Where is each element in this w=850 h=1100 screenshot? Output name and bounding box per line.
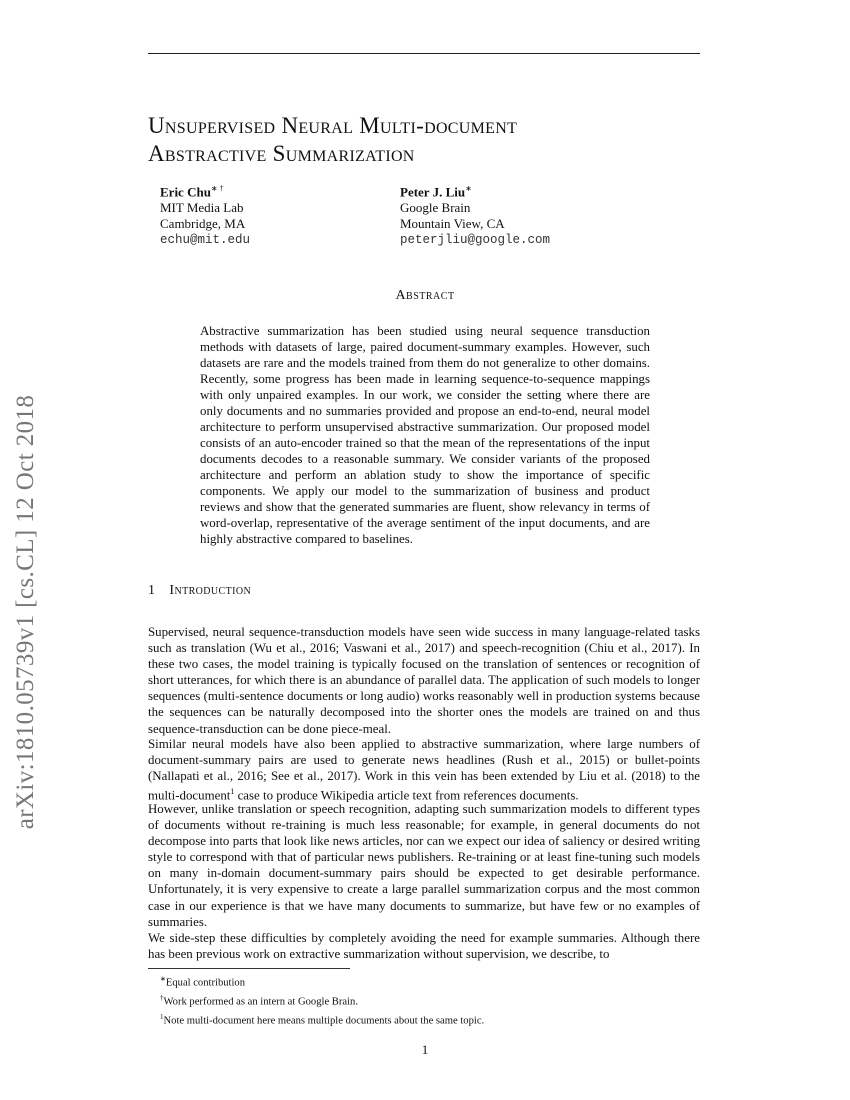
footnote-rule — [148, 968, 350, 969]
page-number: 1 — [421, 1042, 429, 1057]
section-heading-introduction — [148, 583, 265, 599]
footnotes — [160, 972, 484, 1029]
footnote: ∗Equal contribution — [160, 975, 246, 989]
author-block-1 — [160, 181, 250, 248]
section-number: 1 — [148, 583, 156, 598]
footnote: †Work performed as an intern at Google Brain. — [160, 994, 358, 1008]
intro-paragraph-2 — [148, 736, 700, 804]
paper-title — [148, 112, 708, 168]
footnote: $^1$Note multi-document here means multiple documents about the same topic. — [160, 1013, 485, 1027]
intro-paragraph-3: However, unlike translation or speech recognition, adapting such summarization models to different types of documents without re-training is much less reasonable; for example, in general documents do not decompose into parts that look like news articles, nor can we expect our idea of saliency or desired writing style to correspond with that of particular news publishers. Re-training or at least fine-tuning such models on many in-domain document-summary pairs should be expected to get desirable performance. Unfortunately, it is very expensive to create a large parallel summarization corpus and the most common case in our experience is that we have many documents to summarize, but have few or no examples of summaries. — [148, 802, 700, 929]
section-title: Introduction — [169, 583, 252, 598]
author-marks: ∗ — [465, 184, 472, 193]
author-email[interactable]: echu@mit.edu — [160, 233, 251, 248]
author-affiliation: MIT Media Lab — [160, 200, 244, 216]
author-email[interactable]: peterjliu@google.com — [400, 233, 551, 248]
author-affiliation: Google Brain — [400, 200, 471, 216]
paragraph-text: Similar neural models have also been applied to abstractive summarization, where large numbers of document-summary pairs are used to generate news headlines (Rush et al., 2015) or bullet-points (Nallapati et al., 2016; See et al., 2017). Work in this vein has been extended by Liu et al. (2018) to the multi-document — [148, 737, 700, 803]
abstract-heading: Abstract — [395, 288, 455, 303]
author-name: Peter J. Liu — [400, 184, 466, 200]
abstract-text: Abstractive summarization has been studied using neural sequence transduction methods with datasets of large, paired document-summary examples. However, such datasets are rare and the models trained from them do not generalize to other domains. Recently, some progress has been made in learning sequence-to-sequence mappings with only unpaired examples. In our work, we consider the setting where there are only documents and no summaries provided and propose an end-to-end, neural model architecture to perform unsupervised abstractive summarization. Our proposed model consists of an auto-encoder trained so that the mean of the representations of the input documents decodes to a reasonable summary. We consider variants of the proposed architecture and perform an ablation study to show the importance of specific components. We apply our model to the summarization of business and product reviews and show that the generated summaries are fluent, show relevancy in terms of word-overlap, representative of the average sentiment of the input documents, and are highly abstractive compared to baselines. — [200, 324, 650, 546]
intro-paragraph-1: Supervised, neural sequence-transduction models have seen wide success in many language-related tasks such as translation (Wu et al., 2016; Vaswani et al., 2017) and speech-recognition (Chiu et al., 2017). In these two cases, the model training is typically focused on the translation of sentences or recognition of short utterances, for which there is an abundance of parallel data. The application of such models to longer sequences (multi-sentence documents or long audio) works reasonably well in production systems because the sequences can be naturally decomposed into the shorter ones the models are trained on and thus sequence-transduction can be done piece-meal. — [148, 625, 700, 736]
top-rule — [148, 53, 700, 54]
intro-paragraph-4: We side-step these difficulties by completely avoiding the need for example summaries. Although there has been previous work on extractive summarization without supervision, we describe, to — [148, 931, 700, 962]
author-location: Mountain View, CA — [400, 216, 505, 232]
footnote-ref[interactable]: 1 — [230, 787, 235, 797]
title-line-2: Abstractive Summarization — [148, 141, 415, 166]
author-marks: ∗ † — [210, 184, 224, 193]
author-block-2 — [400, 181, 550, 248]
author-name: Eric Chu — [160, 184, 211, 200]
arxiv-stamp: arXiv:1810.05739v1 [cs.CL] 12 Oct 2018 — [12, 394, 39, 830]
title-line-1: Unsupervised Neural Multi-document — [148, 113, 518, 138]
paragraph-text-cont: case to produce Wikipedia article text from references documents. — [237, 788, 579, 803]
author-location: Cambridge, MA — [160, 216, 246, 232]
